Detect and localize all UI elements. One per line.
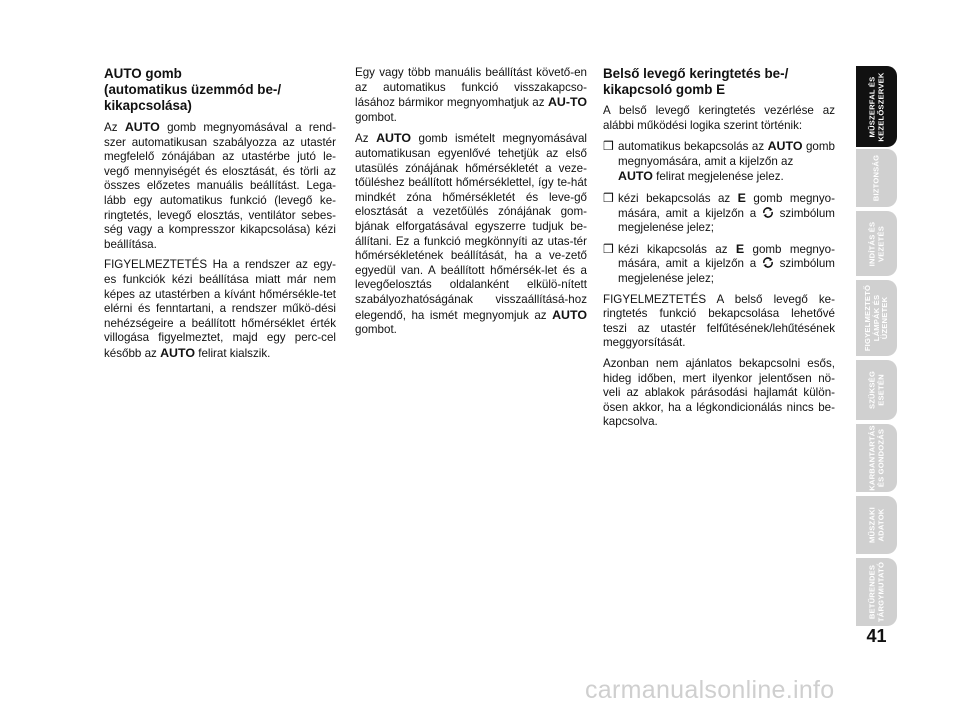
auto-reactivation-paragraph: Egy vagy több manuális beállítást követő-en az automatikus funkció visszakapcso-lásához bármikor megnyomhatjuk az AU-TO gombot.	[355, 66, 587, 124]
auto-keyword: AUTO	[767, 139, 803, 154]
bullet-item-auto: ❒ automatikus bekapcsolás az AUTO gomb megnyomására, amit a kijelzőn az AUTO felirat megjelenése jelez.	[603, 139, 835, 184]
auto-warning-paragraph: FIGYELMEZTETÉS Ha a rendszer az egy-es funkciók kézi beállítása miatt már nem képes az utastérben a kívánt hőmérsékle-tet elérni és fenntartani, a rendszer műkö-dési nehézségeire a beállított hőmérséklet érték villogása figyelmeztet, majd egy perc-cel később az AUTO felirat kialszik.	[104, 258, 336, 360]
auto-keyword: AUTO	[618, 169, 653, 184]
tab-muszerfal[interactable]: MŰSZERFAL ÉS KEZELŐSZERVEK	[856, 66, 897, 147]
column-3	[603, 66, 835, 436]
watermark: carmanualsonline.info	[585, 676, 835, 704]
auto-keyword: AUTO	[376, 131, 411, 146]
recirculation-icon	[762, 257, 774, 268]
e-keyword: E	[737, 190, 746, 205]
tab-biztonsag[interactable]: BIZTONSÁG	[856, 149, 897, 207]
checkbox-bullet-icon: ❒	[603, 190, 614, 205]
bullet-item-manual-on: ❒ kézi bekapcsolás az E gomb megnyo-mására, amit a kijelzőn a szimbólum megjelenése jelez;	[603, 190, 835, 235]
tab-szukseg[interactable]: SZÜKSÉG ESETÉN	[856, 360, 897, 420]
auto-keyword: AUTO	[552, 307, 587, 322]
recirculation-icon	[762, 207, 774, 218]
page-number: 41	[866, 626, 887, 646]
recirculation-heading: Belső levegő keringtetés be-/ kikapcsoló gomb E	[603, 66, 789, 97]
tab-muszaki-adatok[interactable]: MŰSZAKI ADATOK	[856, 496, 897, 554]
tab-figyelmezteto[interactable]: FIGYELMEZTETŐ LÁMPÁK ÉS ÜZENETEK	[856, 280, 897, 356]
recirculation-intro: A belső levegő keringtetés vezérlése az alábbi működési logika szerint történik:	[603, 104, 835, 132]
column-2	[355, 66, 587, 344]
e-keyword: E	[735, 241, 745, 256]
recirculation-caution: Azonban nem ajánlatos bekapcsolni esős, hideg időben, mert ilyenkor jelentősen nö-veli az ablakok párásodási hajlamát külön-ösen akkor, ha a légkondicionálás nincs be-kapcsolva.	[603, 356, 835, 429]
checkbox-bullet-icon: ❒	[603, 241, 614, 256]
checkbox-bullet-icon: ❒	[603, 139, 614, 154]
auto-keyword: AU-TO	[547, 95, 587, 110]
auto-button-heading: AUTO gomb (automatikus üzemmód be-/ kikapcsolása)	[104, 66, 282, 113]
bullet-item-manual-off: ❒ kézi kikapcsolás az E gomb megnyo-mására, amit a kijelzőn a szimbólum megjelenése jelez;	[603, 241, 835, 285]
column-1	[104, 66, 336, 368]
tab-targymutato[interactable]: BETŰRENDES TÁRGYMUTATÓ	[856, 558, 897, 626]
auto-equalize-paragraph: Az AUTO gomb ismételt megnyomásával automatikusan egyenlővé tehetjük az első utasülés zónájának hőmérsékletét a veze-tőüléshez beállított hőmérséklettel, így te-hát mindkét zóna hőmérsékletét és leve-gő elosztását a vezetőülés zónájának gom-bjának elforgatásával egyszerre tudjuk be-állítani. Ez a funkció megkönnyíti az utas-tér hőmérsékletének beállítását, ha a ve-zető egyedül van. A beállított hőmérsék-let és a levegőelosztás oldalanként elkülö-nített szabályozhatóságának visszaállításá-hoz elegendő, ha ismét megnyomjuk az AUTO gombot.	[355, 131, 587, 337]
auto-paragraph-1: Az AUTO gomb megnyomásával a rend-szer automatikusan szabályozza az utastér megfelelő zónájában az utastérbe jutó le-vegő mennyiségét és elosztását, és törli az összes előzetes manuális beállítást. Lega-lább egy automatikus funkció (levegő ke-ringtetés, levegő elosztás, ventilátor sebes-ség vagy a kompresszor kikapcsolása) kézi beállítása.	[104, 120, 336, 251]
auto-keyword: AUTO	[160, 345, 195, 360]
auto-keyword: AUTO	[124, 120, 160, 134]
tab-inditas[interactable]: INDÍTÁS ÉS VEZETÉS	[856, 211, 897, 276]
tab-karbantartas[interactable]: KARBANTARTÁS ÉS GONDOZÁS	[856, 424, 897, 492]
recirculation-warning: FIGYELMEZTETÉS A belső levegő ke-ringtetés funkció bekapcsolása lehetővé teszi az utastér felfűtésének/lehűtésének meggyorsítását.	[603, 292, 835, 350]
